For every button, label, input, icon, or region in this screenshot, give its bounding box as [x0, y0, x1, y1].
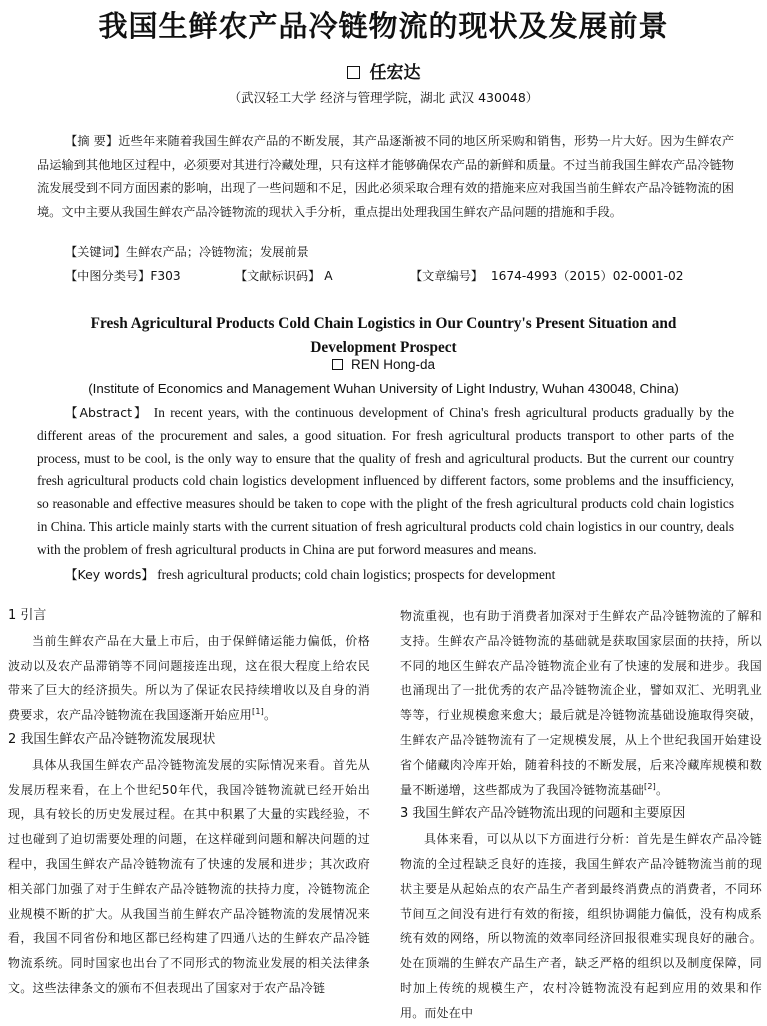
- section-1-text: 当前生鲜农产品在大量上市后，由于保鲜储运能力偏低，价格波动以及农产品滞销等不同问题接连出现，这在很大程度上给农民带来了巨大的经济损失。所以为了保证农民持续增收以及自身的消费要求，农产品冷链物流在我国逐渐开始应用: [8, 633, 370, 723]
- clc-label: 【中图分类号】: [65, 269, 151, 283]
- english-affiliation: (Institute of Economics and Management Wuhan University of Light Industry, Wuhan 430048, China): [88, 381, 679, 396]
- body-column-right: [400, 604, 762, 1026]
- document-code-value: A: [324, 269, 333, 283]
- section-2-continued-text: 物流重视，也有助于消费者加深对于生鲜农产品冷链物流的了解和支持。生鲜农产品冷链物流的基础就是获取国家层面的扶持，所以不同的地区生鲜农产品冷链物流企业有了快速的发展和进步。我国也涌现出了一批优秀的农产品冷链物流企业，譬如双汇、光明乳业等等，行业规模愈来愈大；最后就是冷链物流基础设施取得突破，生鲜农产品冷链物流有了一定规模发展，从上个世纪我国开始建设省个储藏肉冷库开始，随着科技的不断发展，后来冷藏库规模和数量不断递增，这些都成为了我国冷链物流基础: [400, 609, 762, 797]
- section-2-end: 。: [655, 782, 669, 797]
- square-bullet-icon: [332, 359, 343, 370]
- chinese-abstract-label: 【摘 要】: [65, 134, 119, 148]
- english-title-line2: Development Prospect: [310, 339, 457, 356]
- classification-line: [65, 267, 684, 284]
- document-code-label: 【文献标识码】: [235, 269, 321, 283]
- section-1-heading: 1 引言: [8, 608, 47, 623]
- body-column-left: [8, 604, 370, 1001]
- clc-number: [65, 267, 235, 284]
- section-3-paragraph: 具体来看，可以从以下方面进行分析：首先是生鲜农产品冷链物流的全过程缺乏良好的连接，我国生鲜农产品冷链物流当前的现状主要是从起始点的农产品生产者到最终消费点的消费者，不同环节间互之间没有进行有效的衔接，组织协调能力偏低，没有构成系统有效的网络，所以物流的效率同经济回报很难实现良好的融合。处在顶端的生鲜农产品生产者，缺乏严格的组织以及制度保障，同时加上传统的规模生产，农村冷链物流没有起到应用的效果和作用。而处在中: [400, 832, 762, 1020]
- chinese-keywords-text: 生鲜农产品；冷链物流；发展前景: [125, 245, 309, 259]
- section-1-paragraph: [8, 629, 370, 728]
- article-number: [410, 267, 684, 284]
- english-title-line1: Fresh Agricultural Products Cold Chain Logistics in Our Country's Present Situation and: [90, 315, 677, 332]
- english-abstract-text: In recent years, with the continuous development of China's fresh agricultural products gradually by the different areas of the procurement and sales, a good situation. For fresh agricultural products transport to other parts of the process, must to be cool, is the only way to ensure that the quality of fresh and agricultural products. But the current our country fresh agricultural products cold chain logistics development influenced by different factors, some problems and the insufficiency, so reasonable and effective measures should be taken to cope with the plight of the fresh agricultural products cold chain logistics in China. This article mainly starts with the current situation of fresh agricultural products cold chain logistics in our country, deals with the problem of fresh agricultural products in China are put forword measures and means.: [37, 405, 734, 557]
- section-2-paragraph: 具体从我国生鲜农产品冷链物流发展的实际情况来看。首先从发展历程来看，在上个世纪50年代，我国冷链物流就已经开始出现，具有较长的历史发展过程。在其中积累了大量的实践经验，不过也碰到了迫切需要处理的问题，在这样碰到问题和解决问题的过程中，我国生鲜农产品冷链物流有了快速的发展和进步；其次政府相关部门加强了对于生鲜农产品冷链物流的扶持力度，冷链物流企业规模不断的扩大。从我国当前生鲜农产品冷链物流的发展情况来看，我国不同省份和地区都已经构建了四通八达的生鲜农产品冷链物流系统。同时国家也出台了不同形式的物流业发展的相关法律条文。这些法律条文的颁布不但表现出了国家对于农产品冷链: [8, 757, 370, 995]
- english-abstract: [37, 402, 734, 562]
- english-abstract-label: 【Abstract】: [65, 405, 149, 420]
- chinese-abstract: [37, 130, 734, 224]
- english-author-name: REN Hong-da: [350, 357, 436, 372]
- document-code: [235, 267, 410, 284]
- author-name: 任宏达: [369, 63, 421, 83]
- paper-title: 我国生鲜农产品冷链物流的现状及发展前景: [98, 9, 669, 43]
- chinese-abstract-text: 近些年来随着我国生鲜农产品的不断发展，其产品逐渐被不同的地区所采购和销售，形势一片大好。因为生鲜农产品运输到其他地区过程中，必须要对其进行冷藏处理，只有这样才能够确保农产品的新鲜和质量。不过当前我国生鲜农产品冷链物流发展受到不同方面因素的影响，出现了一些问题和不足，因此必须采取合理有效的措施来应对我国当前生鲜农产品冷链物流的困境。文中主要从我国生鲜农产品冷链物流的现状入手分析，重点提出处理我国生鲜农产品问题的措施和手段。: [37, 134, 735, 219]
- english-author-line: [0, 357, 767, 372]
- english-title: [0, 312, 767, 360]
- section-3-heading: 3 我国生鲜农产品冷链物流出现的问题和主要原因: [400, 806, 686, 822]
- english-keywords: [65, 565, 555, 583]
- citation-ref: [1]: [252, 707, 264, 717]
- section-2-heading: 2 我国生鲜农产品冷链物流发展现状: [8, 731, 216, 747]
- chinese-keywords-label: 【关键词】: [65, 245, 126, 259]
- section-1-end: 。: [263, 708, 277, 723]
- author-line: [0, 58, 767, 83]
- section-2-continued: [400, 604, 762, 802]
- author-affiliation: （武汉轻工大学 经济与管理学院，湖北 武汉 430048）: [228, 90, 539, 105]
- english-keywords-label: 【Key words】: [65, 567, 154, 582]
- article-number-value: 1674-4993（2015）02-0001-02: [490, 269, 684, 283]
- citation-ref: [2]: [644, 781, 656, 791]
- chinese-keywords: [65, 243, 309, 260]
- square-bullet-icon: [347, 66, 360, 79]
- clc-value: F303: [150, 269, 181, 283]
- english-keywords-text: fresh agricultural products; cold chain logistics; prospects for development: [157, 567, 556, 582]
- article-number-label: 【文章编号】: [410, 269, 484, 283]
